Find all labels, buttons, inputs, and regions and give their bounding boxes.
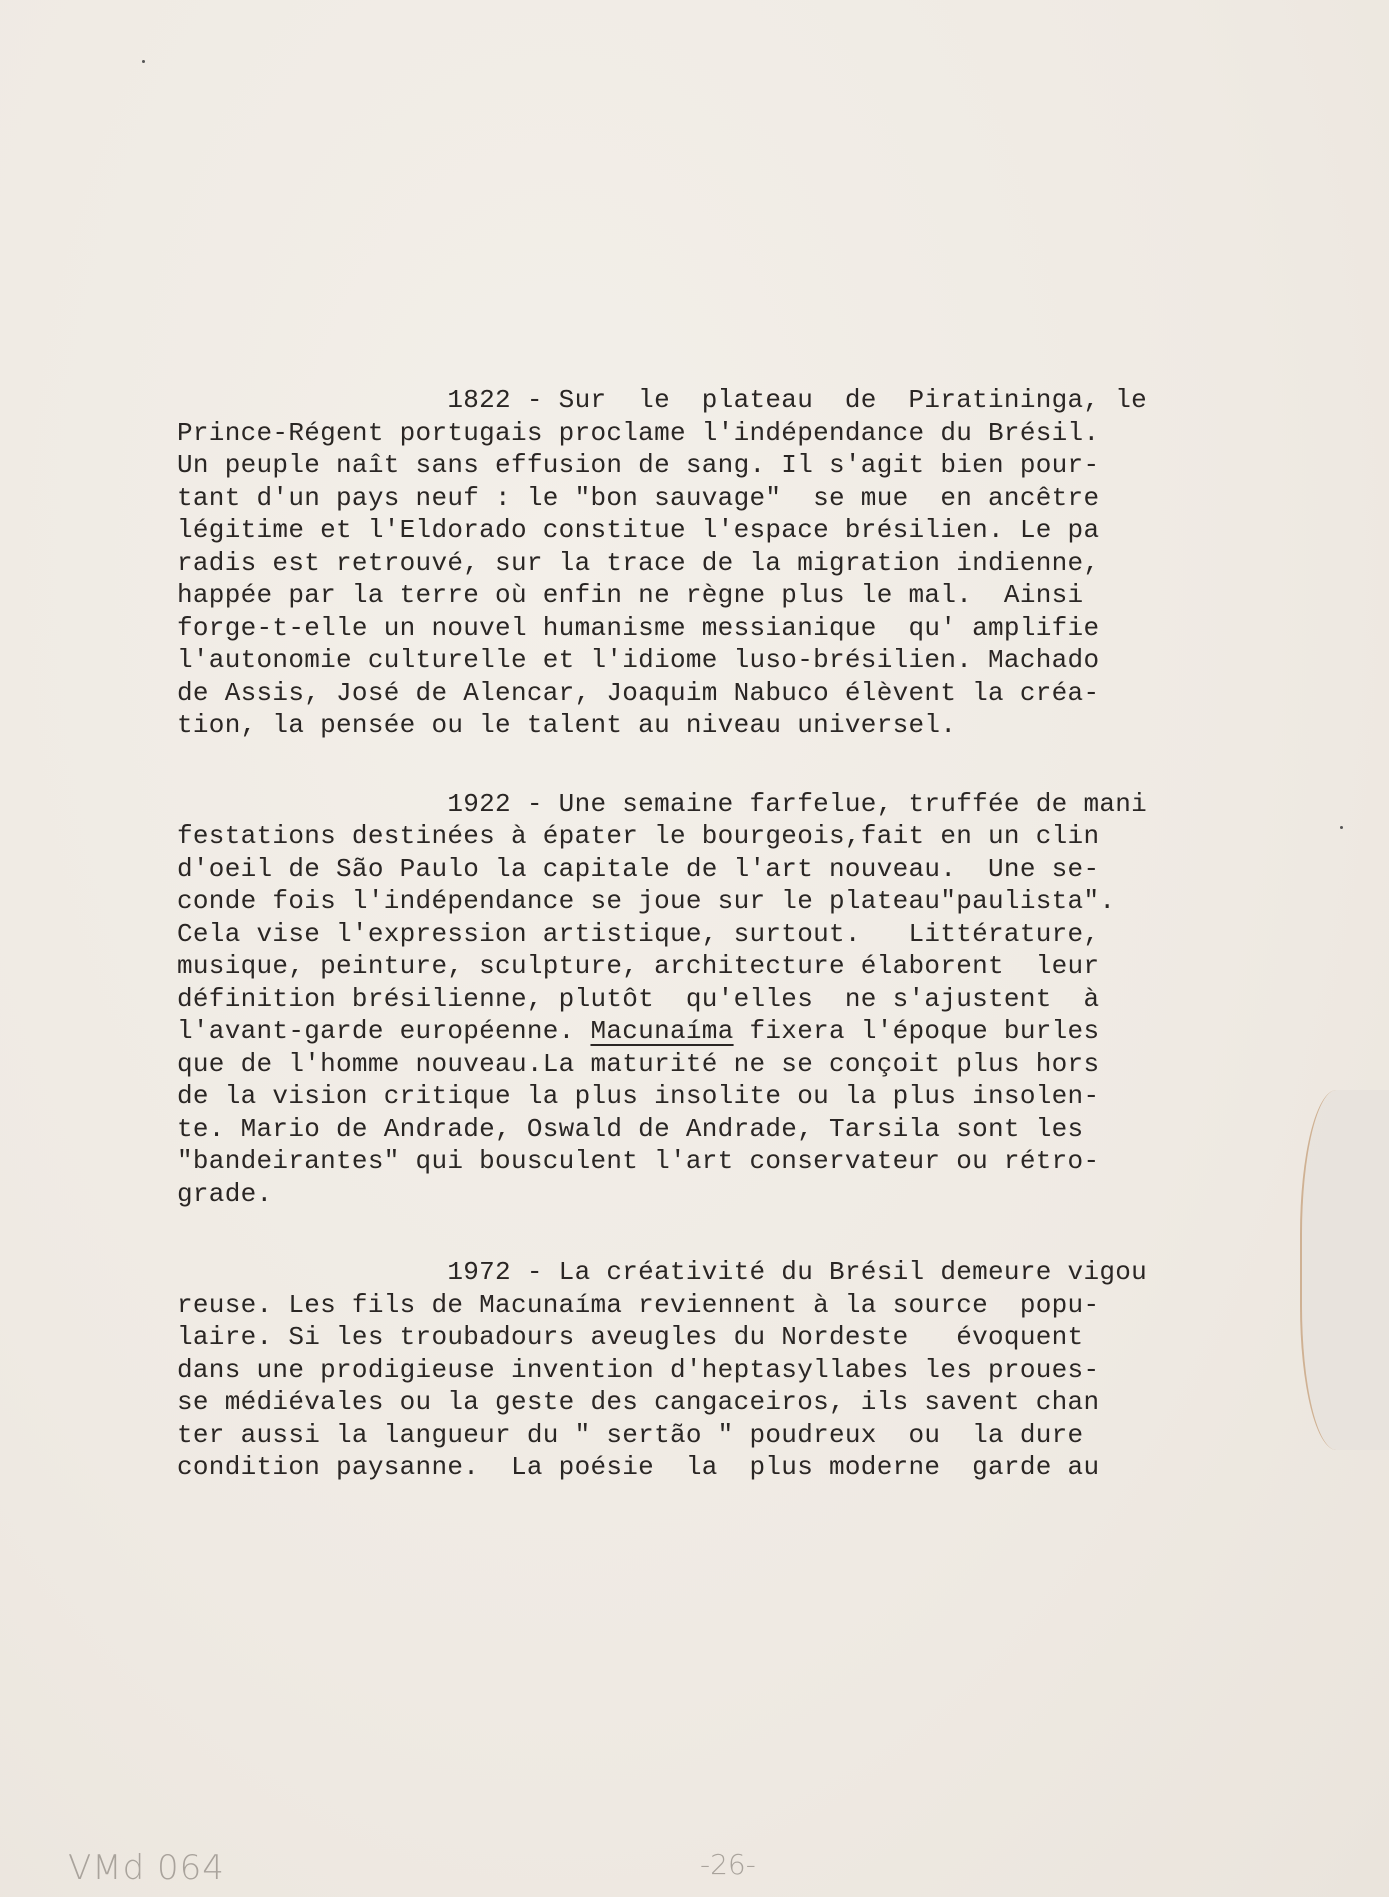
text-line: que de l'homme nouveau.La maturité ne se conçoit plus hors <box>177 1048 1100 1079</box>
text-line: l'avant-garde européenne. Macunaíma fixera l'époque burles <box>177 1016 1100 1046</box>
text-line: condition paysanne. La poésie la plus moderne garde au <box>177 1452 1100 1482</box>
paragraph-1822 <box>177 384 1217 742</box>
paragraph-1972 <box>177 1256 1217 1484</box>
text-line: laire. Si les troubadours aveugles du Nordeste évoquent <box>177 1322 1084 1352</box>
text-line: dans une prodigieuse invention d'heptasyllabes les proues- <box>177 1354 1100 1385</box>
text-line: définition brésilienne, plutôt qu'elles ne s'ajustent à <box>177 983 1100 1014</box>
text-line: grade. <box>177 1178 273 1209</box>
text-line: de la vision critique la plus insolite ou la plus insolen- <box>177 1081 1100 1111</box>
text-line: d'oeil de São Paulo la capitale de l'art nouveau. Une se- <box>177 853 1100 884</box>
text-line: Cela vise l'expression artistique, surtout. Littérature, <box>177 918 1100 949</box>
text-line: 1922 - Une semaine farfelue, truffée de mani <box>177 788 1148 819</box>
text-line: reuse. Les fils de Macunaíma reviennent à la source popu- <box>177 1289 1100 1320</box>
text-line: musique, peinture, sculpture, architecture élaborent leur <box>177 951 1100 981</box>
text-line: forge-t-elle un nouvel humanisme messianique qu' amplifie <box>177 612 1100 643</box>
text-line: se médiévales ou la geste des cangaceiros, ils savent chan <box>177 1387 1100 1417</box>
speck <box>1340 826 1343 829</box>
text-line: festations destinées à épater le bourgeois,fait en un clin <box>177 821 1100 851</box>
text-line: radis est retrouvé, sur la trace de la migration indienne, <box>177 547 1100 578</box>
text-line: de Assis, José de Alencar, Joaquim Nabuco élèvent la créa- <box>177 677 1100 708</box>
page-number: -26- <box>700 1848 756 1881</box>
text-line: happée par la terre où enfin ne règne plus le mal. Ainsi <box>177 580 1084 610</box>
text-line: Un peuple naît sans effusion de sang. Il s'agit bien pour- <box>177 450 1100 480</box>
text-line: conde fois l'indépendance se joue sur le plateau"paulista". <box>177 886 1116 916</box>
text-line: ter aussi la langueur du " sertão " poudreux ou la dure <box>177 1419 1084 1450</box>
text-line: tion, la pensée ou le talent au niveau universel. <box>177 710 957 740</box>
text-line: 1972 - La créativité du Brésil demeure vigou <box>177 1257 1148 1287</box>
text-line: Prince-Régent portugais proclame l'indépendance du Brésil. <box>177 417 1100 448</box>
water-stain <box>1300 1090 1389 1450</box>
text-line: "bandeirantes" qui bousculent l'art conservateur ou rétro- <box>177 1146 1100 1176</box>
handwritten-reference: VMd 064 <box>68 1848 225 1888</box>
text-line: te. Mario de Andrade, Oswald de Andrade, Tarsila sont les <box>177 1113 1084 1144</box>
text-line: légitime et l'Eldorado constitue l'espace brésilien. Le pa <box>177 515 1100 545</box>
line-tail: fixera l'époque burles <box>733 1016 1100 1046</box>
text-line: l'autonomie culturelle et l'idiome luso-brésilien. Machado <box>177 645 1100 675</box>
paragraph-1922 <box>177 788 1217 1211</box>
typed-body-text <box>177 384 1217 1530</box>
speck <box>142 60 145 63</box>
text-line: 1822 - Sur le plateau de Piratininga, le <box>177 385 1148 415</box>
underlined-title: Macunaíma <box>590 1016 734 1046</box>
text-line: tant d'un pays neuf : le "bon sauvage" se mue en ancêtre <box>177 482 1100 513</box>
